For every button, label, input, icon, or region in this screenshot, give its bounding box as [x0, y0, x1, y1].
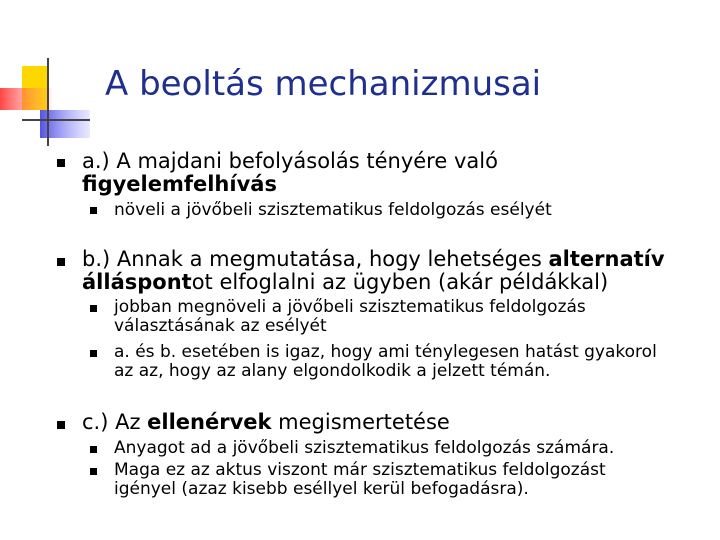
bullet-icon: [57, 421, 65, 429]
item-a-line1: a.) A majdani befolyásolás tényére való: [82, 149, 498, 173]
item-a-sub1: növeli a jövőbeli szisztematikus feldolgozás esélyét: [114, 200, 552, 220]
sub-bullet-icon: [90, 468, 97, 475]
sub-bullet-icon: [90, 305, 97, 312]
slide-title: A beoltás mechanizmusai: [105, 64, 542, 104]
item-c-sub1: Anyagot ad a jövőbeli szisztematikus feldolgozás számára.: [114, 438, 615, 458]
slide-logo-decoration: [0, 0, 100, 150]
item-b-line2-bold: álláspont: [82, 270, 192, 294]
item-c-bold: ellenérvek: [147, 410, 272, 434]
item-b-line1-bold: alternatív: [548, 247, 665, 271]
item-b-text: [82, 248, 665, 294]
item-b-sub2: [114, 343, 657, 381]
item-b-sub2-line2: az az, hogy az alany elgondolkodik a jelzett témán.: [114, 361, 551, 381]
item-b-sub2-line1: a. és b. esetében is igaz, hogy ami ténylegesen hatást gyakorol: [114, 342, 657, 362]
item-b-sub1-line1: jobban megnöveli a jövőbeli szisztematikus feldolgozás: [114, 297, 586, 317]
item-b-line2-post: ot elfoglalni az ügyben (akár példákkal): [191, 270, 609, 294]
item-c-sub2: [114, 461, 606, 499]
sub-bullet-icon: [90, 350, 97, 357]
bullet-icon: [57, 159, 65, 167]
sub-bullet-icon: [90, 207, 97, 214]
item-b-sub1: [114, 298, 586, 336]
item-a-text: [82, 150, 498, 196]
item-b-line1-pre: b.) Annak a megmutatása, hogy lehetséges: [82, 247, 549, 271]
item-c-text: [82, 411, 450, 434]
item-c-sub2-line1: Maga ez az aktus viszont már szisztematikus feldolgozást: [114, 460, 606, 480]
item-a-bold: figyelemfelhívás: [82, 172, 277, 196]
item-b-sub1-line2: választásának az esélyét: [114, 316, 327, 336]
item-c-pre: c.) Az: [82, 410, 148, 434]
item-c-sub2-line2: igényel (azaz kisebb eséllyel kerül befogadásra).: [114, 479, 529, 499]
sub-bullet-icon: [90, 446, 97, 453]
item-c-post: megismertetése: [271, 410, 450, 434]
bullet-icon: [57, 258, 65, 266]
